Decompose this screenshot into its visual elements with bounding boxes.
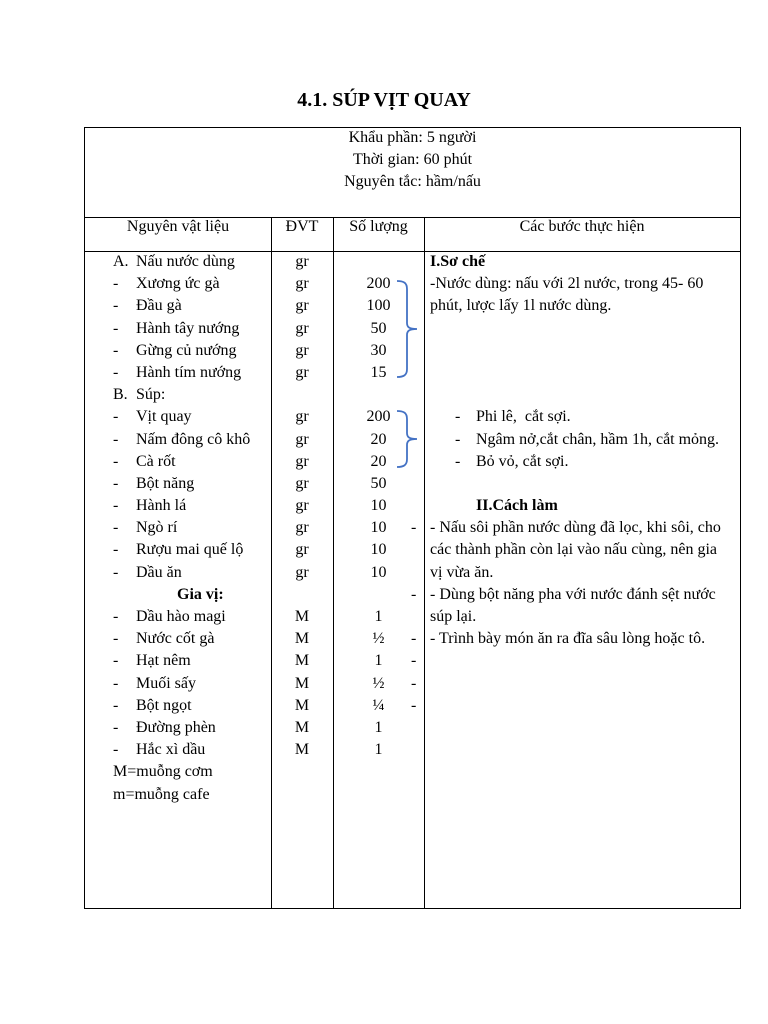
ingredient-row (85, 739, 424, 761)
ingredient-unit: gr (295, 319, 309, 337)
ingredient-unit: M (294, 696, 310, 714)
list-marker: - (455, 408, 461, 426)
ingredient-name: Hạt nêm (136, 652, 191, 670)
stray-dash: - (411, 674, 417, 692)
ingredient-unit: gr (295, 497, 309, 515)
ingredient-quantity: 1 (374, 718, 383, 736)
ingredient-name: Nấm đông cô khô (136, 430, 251, 448)
stray-dash: - (411, 652, 417, 670)
step-line-row (424, 273, 740, 295)
ingredient-unit: gr (295, 563, 309, 581)
stray-dash: - (411, 696, 417, 714)
ingredient-name: Xương ức gà (136, 275, 220, 293)
ingredient-unit: gr (295, 541, 309, 559)
prep-list-item (424, 429, 740, 451)
spacer (424, 473, 740, 495)
note-row (85, 784, 424, 806)
ingredient-row (85, 606, 424, 628)
page-title: 4.1. SÚP VỊT QUAY (297, 89, 471, 111)
step-line: vị vừa ăn. (430, 563, 494, 581)
ingredient-row (85, 473, 424, 495)
section-row-seasoning (85, 584, 424, 606)
list-marker: - (113, 474, 119, 492)
ingredient-quantity: 10 (370, 519, 387, 537)
list-marker: - (113, 563, 119, 581)
ingredient-unit: gr (295, 297, 309, 315)
list-marker: - (113, 674, 119, 692)
ingredient-unit: gr (295, 408, 309, 426)
ingredient-row (85, 406, 424, 428)
list-marker: - (113, 630, 119, 648)
step-line-row (424, 584, 740, 606)
step-line-row (424, 495, 740, 517)
ingredient-name: Dầu hào magi (136, 608, 226, 625)
steps-column (424, 251, 740, 650)
step-line: -Nước dùng: nấu với 2l nước, trong 45- 60 (430, 275, 704, 293)
ingredient-unit: M (294, 652, 310, 670)
ingredient-unit: M (294, 674, 310, 692)
ingredients-list (85, 251, 424, 806)
step-line-row (424, 628, 740, 650)
list-marker: - (113, 341, 119, 359)
step-line-row (424, 606, 740, 628)
ingredient-name: Hành tím nướng (136, 363, 242, 381)
prep-heading: I.Sơ chế (430, 253, 486, 270)
section-marker: A. (113, 253, 129, 270)
ingredient-row (85, 650, 424, 672)
list-marker: - (113, 652, 119, 670)
portion-text: Khẩu phần: 5 người (348, 129, 477, 146)
step-text: Bỏ vỏ, cắt sợi. (476, 452, 569, 470)
ingredient-unit: gr (295, 430, 309, 448)
ingredient-unit: M (294, 741, 310, 759)
ingredient-quantity: 10 (370, 497, 387, 515)
ingredient-row (85, 628, 424, 650)
ingredient-row (85, 517, 424, 539)
recipe-info (85, 127, 740, 193)
ingredient-name: Đường phèn (136, 718, 216, 736)
ingredient-row (85, 717, 424, 739)
ingredient-row (85, 451, 424, 473)
ingredient-name: Hành tây nướng (136, 319, 240, 337)
list-marker: - (113, 741, 119, 759)
step-line: - Nấu sôi phần nước dùng đã lọc, khi sôi, cho (430, 519, 721, 537)
ingredient-quantity: ½ (372, 674, 385, 692)
step-line-row (424, 562, 740, 584)
ingredient-unit: gr (295, 519, 309, 537)
section-title: Súp: (136, 386, 166, 404)
list-marker: - (113, 452, 119, 470)
step-line: súp lại. (430, 608, 477, 625)
spacer (424, 340, 740, 362)
prep-list-item (424, 406, 740, 428)
ingredient-quantity: 10 (370, 563, 387, 581)
ingredient-unit: gr (295, 474, 309, 492)
ingredient-name: Hành lá (136, 497, 187, 515)
ingredient-quantity: 1 (374, 652, 383, 670)
ingredient-quantity: 30 (370, 341, 387, 359)
ingredient-name: Rượu mai quế lộ (136, 541, 244, 559)
ingredient-row (85, 362, 424, 384)
method-principle-text: Nguyên tắc: hầm/nấu (344, 173, 481, 190)
list-marker: - (455, 452, 461, 470)
list-marker: - (113, 608, 119, 625)
ingredient-name: Bột năng (136, 474, 195, 492)
list-marker: - (113, 696, 119, 714)
broth-group-brace-icon (396, 279, 422, 379)
section-marker: B. (113, 386, 128, 404)
list-marker: - (113, 408, 119, 426)
stray-dash: - (411, 585, 417, 603)
ingredient-row (85, 340, 424, 362)
ingredient-row (85, 318, 424, 340)
list-marker: - (113, 497, 119, 515)
ingredient-name: Bột ngọt (136, 696, 192, 714)
ingredient-name: Hắc xì dầu (136, 741, 206, 759)
ingredient-row (85, 673, 424, 695)
ingredient-quantity: 15 (370, 363, 387, 381)
step-line: phút, lược lấy 1l nước dùng. (430, 297, 612, 315)
ingredient-name: Nước cốt gà (136, 630, 215, 648)
section-row-soup (85, 384, 424, 406)
column-header-steps: Các bước thực hiện (519, 218, 645, 235)
list-marker: - (113, 718, 119, 736)
step-text: Ngâm nở,cắt chân, hầm 1h, cắt mỏng. (476, 430, 720, 448)
ingredient-unit: gr (295, 275, 309, 293)
step-line: các thành phần còn lại vào nấu cùng, nên gia (430, 541, 717, 559)
list-marker: - (113, 363, 119, 381)
ingredient-name: Ngò rí (136, 519, 178, 537)
note-row (85, 761, 424, 783)
ingredient-name: Đầu gà (136, 297, 182, 315)
list-marker: - (113, 541, 119, 559)
unit-note: m=muỗng cafe (113, 785, 210, 803)
step-line-row (424, 295, 740, 317)
ingredient-name: Gừng củ nướng (136, 341, 237, 359)
ingredient-unit: M (294, 630, 310, 648)
section-title: Nấu nước dùng (136, 253, 235, 270)
ingredient-row (85, 429, 424, 451)
spacer (424, 384, 740, 406)
step-line-row (424, 517, 740, 539)
column-header-unit: ĐVT (285, 218, 319, 235)
ingredient-row (85, 495, 424, 517)
section-row-broth (85, 251, 424, 273)
spacer (424, 362, 740, 384)
ingredient-quantity: 10 (370, 541, 387, 559)
ingredient-name: Vịt quay (136, 408, 192, 426)
time-text: Thời gian: 60 phút (352, 151, 473, 168)
ingredient-name: Cà rốt (136, 452, 176, 470)
unit-note: M=muỗng cơm (113, 763, 213, 781)
list-marker: - (113, 319, 119, 337)
list-marker: - (455, 430, 461, 448)
ingredient-row (85, 273, 424, 295)
ingredient-unit: gr (295, 363, 309, 381)
ingredient-quantity: ½ (372, 630, 385, 648)
ingredient-quantity: 200 (366, 275, 391, 293)
prep-list-item (424, 451, 740, 473)
ingredient-quantity: 200 (366, 408, 391, 426)
spacer (424, 318, 740, 340)
ingredient-quantity: 50 (370, 319, 387, 337)
ingredient-row (85, 562, 424, 584)
list-marker: - (113, 519, 119, 537)
ingredient-quantity: 20 (370, 452, 387, 470)
step-line: - Trình bày món ăn ra đĩa sâu lòng hoặc tô. (430, 630, 706, 648)
section-title: Gia vị: (177, 585, 224, 603)
stray-dash: - (411, 519, 417, 537)
ingredient-row (85, 695, 424, 717)
ingredient-quantity: 50 (370, 474, 387, 492)
ingredient-unit: M (294, 608, 310, 625)
list-marker: - (113, 275, 119, 293)
step-text: Phi lê, cắt sợi. (476, 408, 571, 426)
ingredient-unit: gr (295, 452, 309, 470)
step-line-row (424, 539, 740, 561)
ingredient-row (85, 539, 424, 561)
column-header-quantity: Số lượng (349, 218, 408, 235)
soup-group-brace-icon (396, 409, 422, 469)
step-line: - Dùng bột năng pha với nước đánh sệt nước (430, 585, 716, 603)
list-marker: - (113, 297, 119, 315)
ingredient-unit: gr (295, 253, 309, 270)
ingredient-unit: gr (295, 341, 309, 359)
ingredient-name: Dầu ăn (136, 563, 182, 581)
ingredient-row (85, 295, 424, 317)
ingredient-unit: M (294, 718, 310, 736)
ingredient-quantity: 100 (366, 297, 391, 315)
ingredient-quantity: 20 (370, 430, 387, 448)
recipe-table (84, 127, 741, 909)
ingredient-name: Muối sấy (136, 674, 196, 692)
ingredient-quantity: 1 (374, 741, 383, 759)
list-marker: - (113, 430, 119, 448)
column-header-ingredients: Nguyên vật liệu (126, 218, 230, 235)
step-line-row (424, 251, 740, 273)
method-heading: II.Cách làm (476, 497, 558, 515)
stray-dash: - (411, 630, 417, 648)
ingredient-quantity: 1 (374, 608, 383, 625)
ingredient-quantity: ¼ (372, 696, 385, 714)
